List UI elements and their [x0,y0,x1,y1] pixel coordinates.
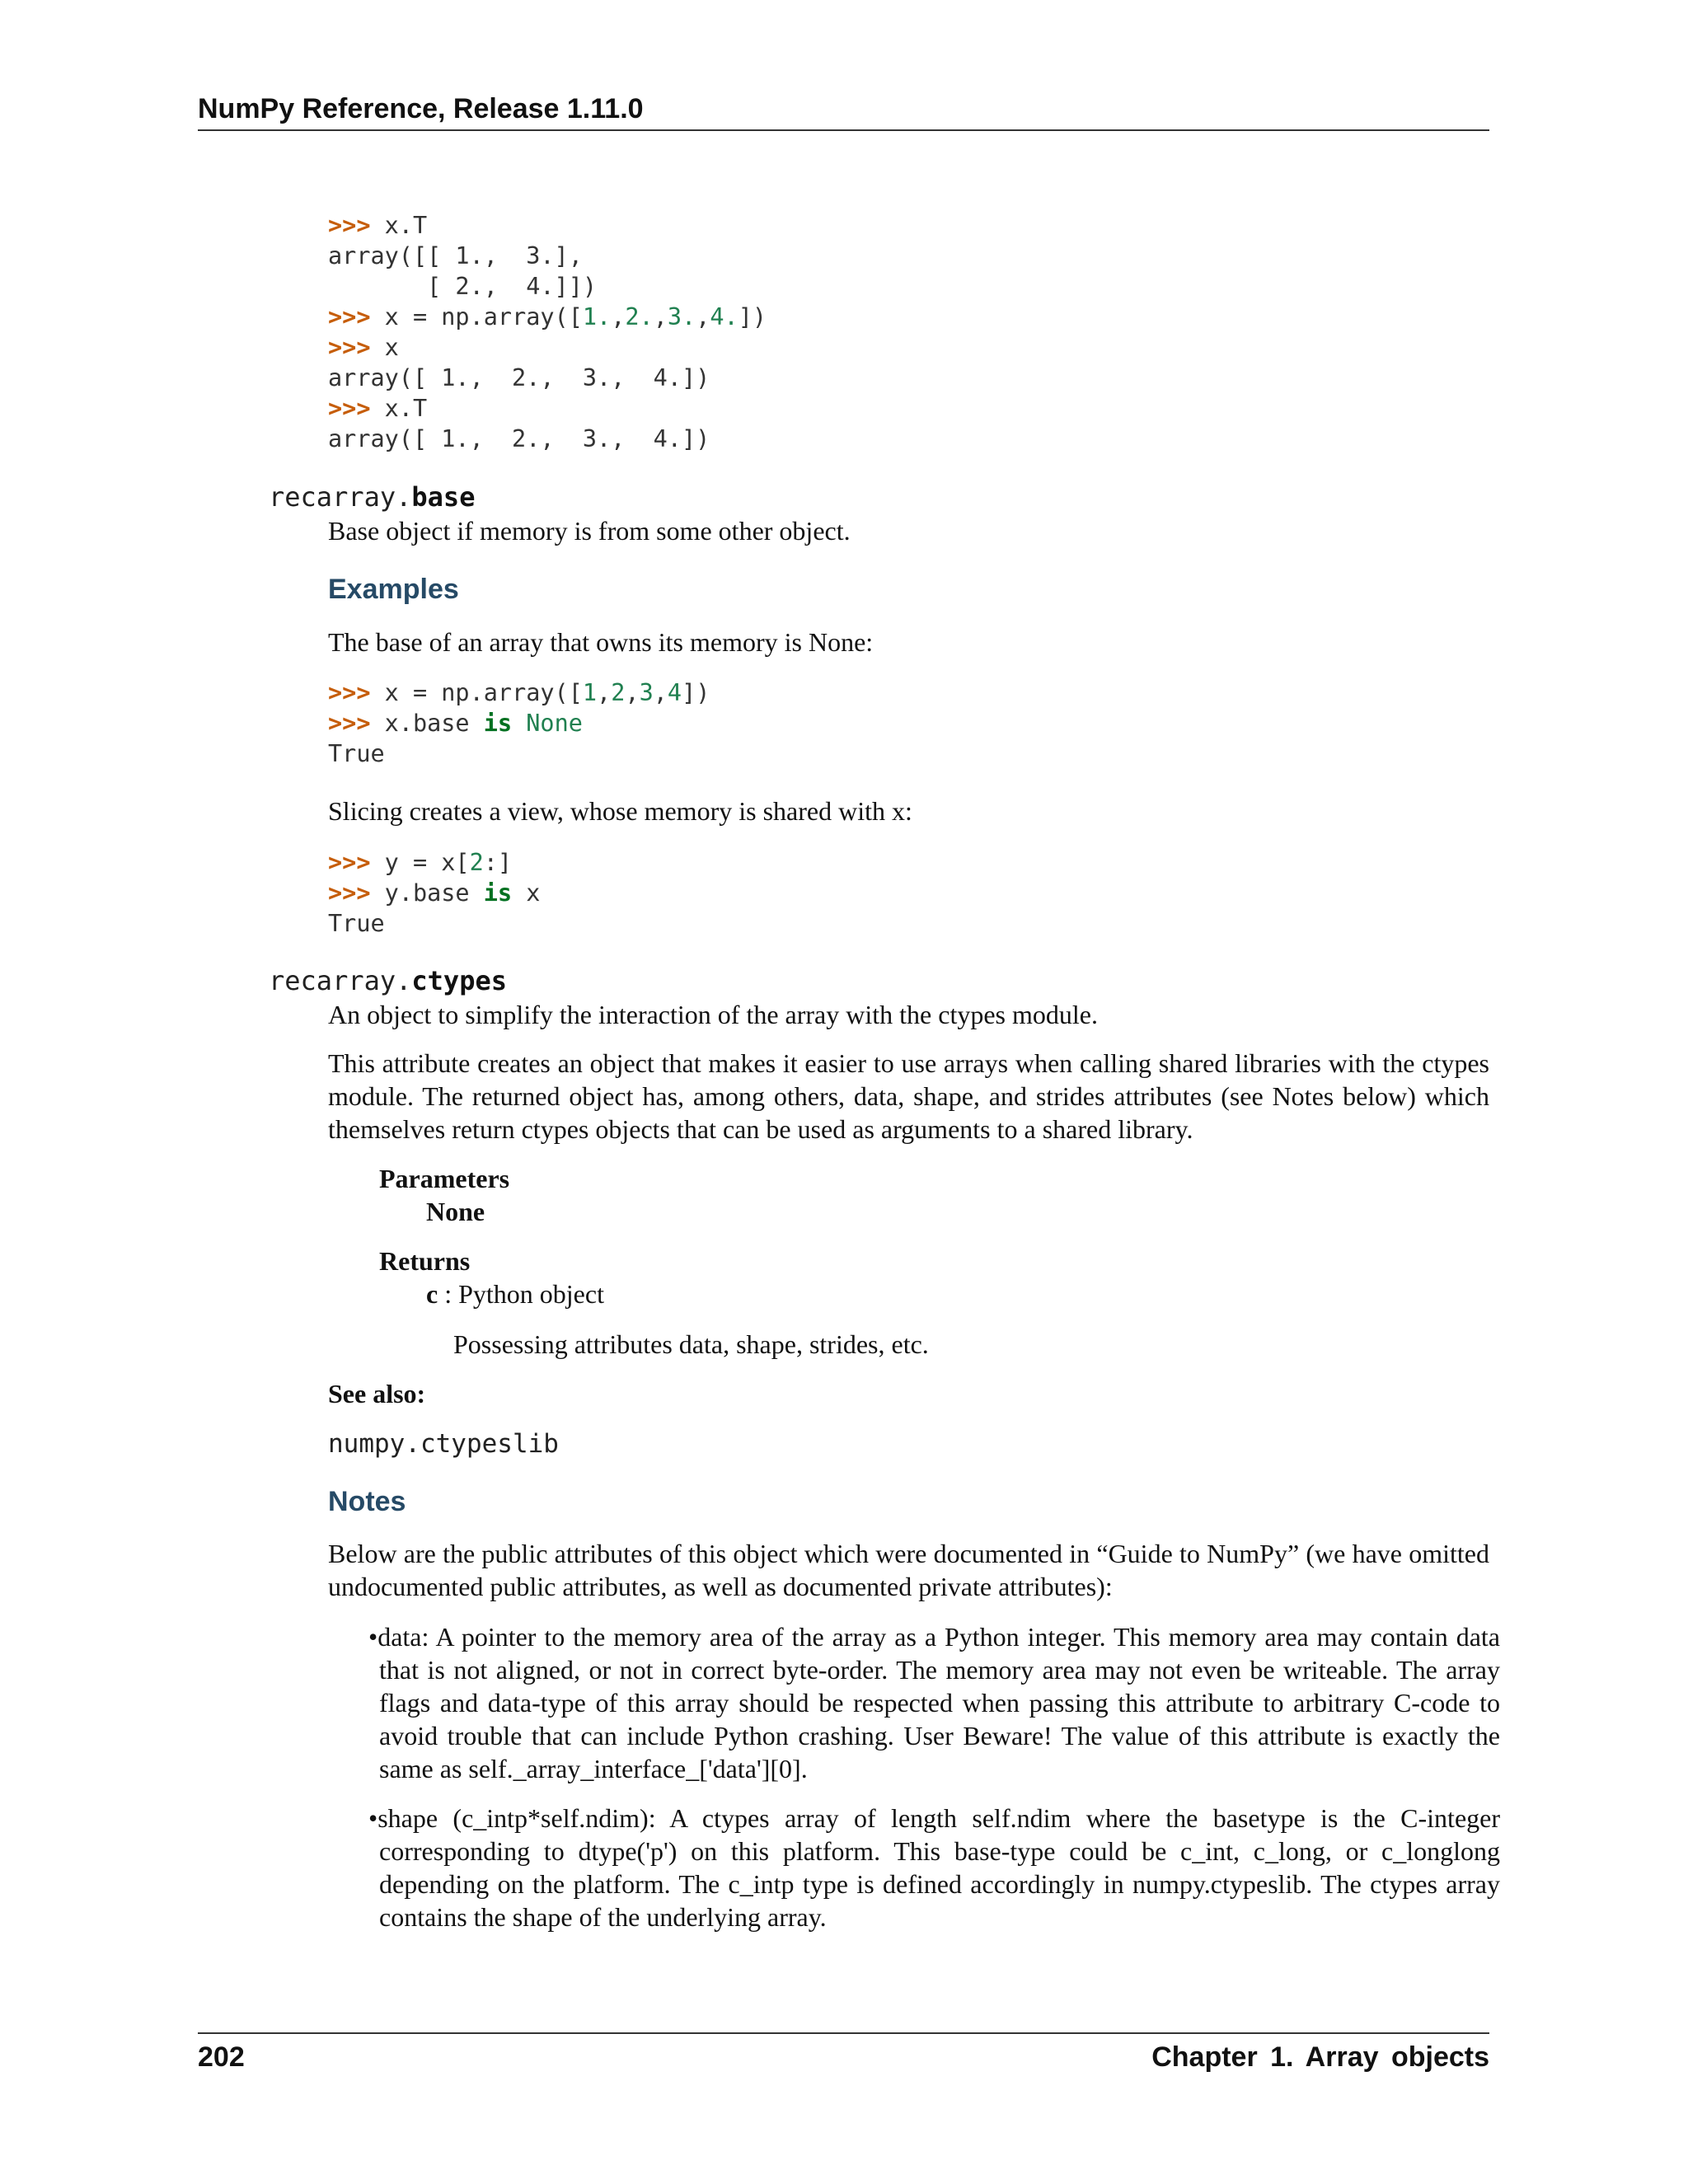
notes-bullet-shape: •shape (c_intp*self.ndim): A ctypes array of length self.ndim where the basetype is the C-integer corresponding to dtype('p') on this platform. This base-type could be c_int, c_long, or c_longlong depending on the platform. The c_intp type is defined accordingly in numpy.ctypeslib. The ctypes array contains the shape of the underlying array. [368,1803,1500,1932]
see-also-label: See also: [328,1379,426,1408]
code-output-line: [ 2., 4.]]) [328,273,598,300]
chapter-title: Chapter 1. Array objects [1151,2041,1489,2073]
code-output-line: array([ 1., 2., 3., 4.]) [328,425,710,452]
returns-label: Returns [379,1246,471,1276]
code-line: >>> x = np.array([1,2,3,4]) [328,679,710,706]
code-output-line: True [328,910,385,937]
footer-divider [198,2032,1489,2034]
notes-intro: Below are the public attributes of this object which were documented in “Guide to NumPy” (we have omitted undocumented public attributes, as well as documented private attributes): [328,1539,1489,1601]
code-line: >>> y.base is x [328,879,541,907]
parameters-label: Parameters [379,1164,510,1193]
notes-heading: Notes [328,1486,406,1517]
code-line: >>> x [328,334,399,361]
parameters-value: None [426,1197,485,1226]
ctypes-description: This attribute creates an object that makes it easier to use arrays when calling shared libraries with the ctypes module. The returned object has, among others, data, shape, and strides attributes (see Notes below) which themselves return ctypes objects that can be used as arguments to a shared library. [328,1048,1489,1144]
attribute-signature-base: recarray.base [269,481,476,513]
notes-bullet-data: •data: A pointer to the memory area of the array as a Python integer. This memory area may contain data that is not aligned, or not in correct byte-order. The memory area may not even be writeable. The array flags and data-type of this array should be respected when passing this attribute to arbitrary C-code to avoid trouble that can include Python crashing. User Beware! The value of this attribute is exactly the same as self._array_interface_['data'][0]. [368,1622,1500,1783]
code-line: >>> x = np.array([1.,2.,3.,4.]) [328,303,767,330]
code-output-line: True [328,740,385,767]
running-header-title: NumPy Reference, Release 1.11.0 [198,93,644,124]
returns-description: Possessing attributes data, shape, strides, etc. [453,1329,929,1359]
base-slicing-text: Slicing creates a view, whose memory is shared with x: [328,796,912,826]
code-output-line: array([[ 1., 3.], [328,242,583,269]
header-divider [198,129,1489,131]
base-examples-intro: The base of an array that owns its memory is None: [328,627,874,657]
see-also-link[interactable]: numpy.ctypeslib [328,1429,559,1459]
code-line: >>> x.base is None [328,710,583,737]
page-number: 202 [198,2041,245,2073]
returns-entry: c : Python object [426,1279,604,1309]
ctypes-summary: An object to simplify the interaction of the array with the ctypes module. [328,1000,1098,1029]
code-line: >>> y = x[2:] [328,849,513,876]
code-line: >>> x.T [328,212,428,239]
base-description: Base object if memory is from some other object. [328,516,851,546]
code-line: >>> x.T [328,395,428,422]
code-output-line: array([ 1., 2., 3., 4.]) [328,364,710,391]
examples-heading: Examples [328,574,459,605]
attribute-signature-ctypes: recarray.ctypes [269,965,507,996]
